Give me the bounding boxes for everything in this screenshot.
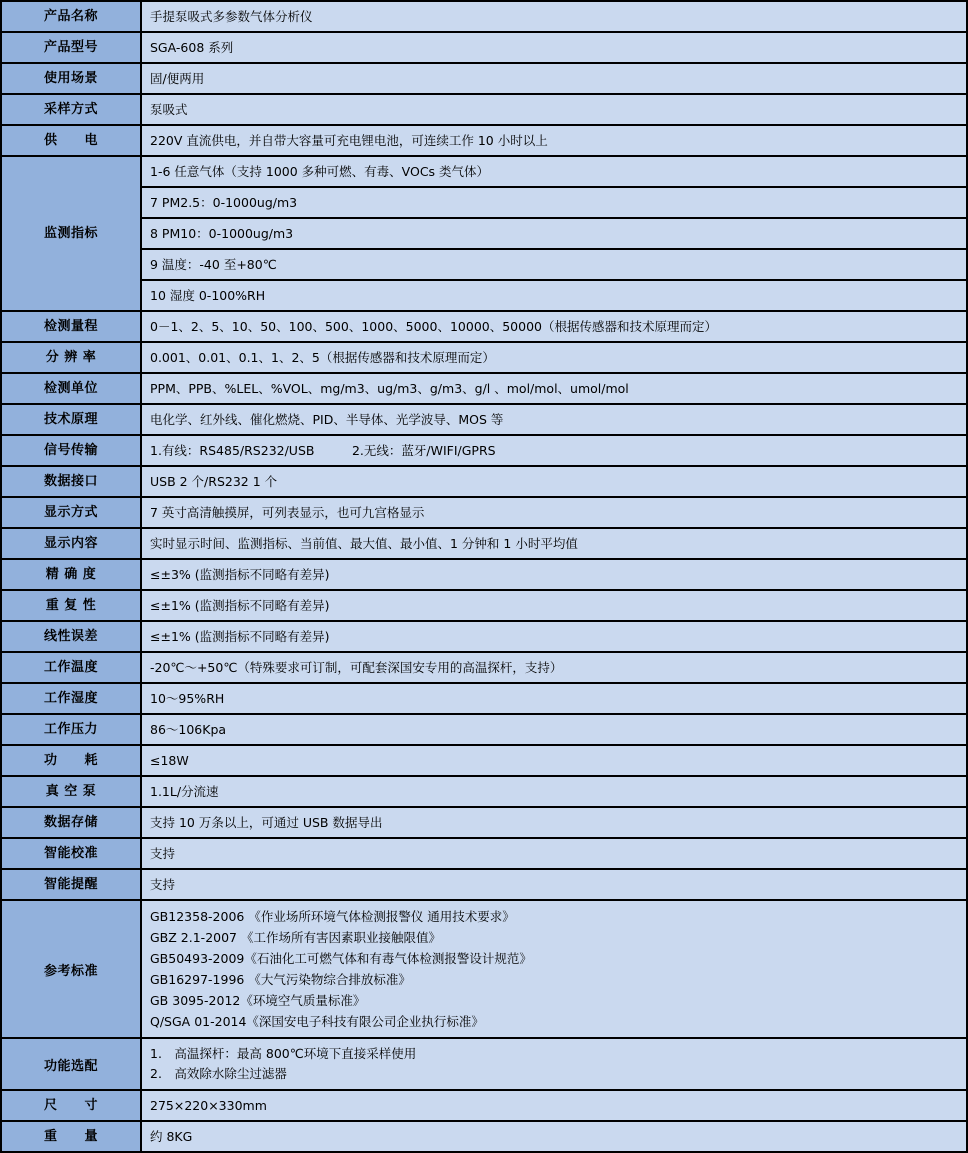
spec-value-optional-functions [141, 1038, 967, 1090]
spec-label-vacuum-pump: 真 空 泵 [1, 776, 141, 807]
spec-label-reference-standards: 参考标准 [1, 900, 141, 1038]
spec-label-monitoring-indicators: 监测指标 [1, 156, 141, 311]
spec-value-product-name: 手提泵吸式多参数气体分析仪 [141, 1, 967, 32]
spec-value-power-consumption: ≤18W [141, 745, 967, 776]
spec-label-weight: 重 量 [1, 1121, 141, 1152]
spec-row-working-humidity [1, 683, 967, 714]
spec-row-power-supply [1, 125, 967, 156]
spec-label-usage-scenario: 使用场景 [1, 63, 141, 94]
spec-row-monitoring-indicators-3 [1, 249, 967, 280]
spec-value-signal-transmission: 1.有线：RS485/RS232/USB 2.无线：蓝牙/WIFI/GPRS [141, 435, 967, 466]
spec-label-optional-functions: 功能选配 [1, 1038, 141, 1090]
spec-label-display-mode: 显示方式 [1, 497, 141, 528]
spec-row-monitoring-indicators-2 [1, 218, 967, 249]
spec-value-monitoring-indicators-3: 9 温度：-40 至+80℃ [141, 249, 967, 280]
spec-row-weight [1, 1121, 967, 1152]
spec-row-technical-principle [1, 404, 967, 435]
spec-label-resolution: 分 辨 率 [1, 342, 141, 373]
spec-row-product-model [1, 32, 967, 63]
spec-label-data-storage: 数据存储 [1, 807, 141, 838]
spec-value-monitoring-indicators-4: 10 湿度 0-100%RH [141, 280, 967, 311]
spec-label-working-humidity: 工作湿度 [1, 683, 141, 714]
spec-label-detection-unit: 检测单位 [1, 373, 141, 404]
spec-row-detection-unit [1, 373, 967, 404]
spec-value-working-pressure: 86～106Kpa [141, 714, 967, 745]
spec-label-repeatability: 重 复 性 [1, 590, 141, 621]
spec-value-working-humidity: 10～95%RH [141, 683, 967, 714]
spec-row-monitoring-indicators-4 [1, 280, 967, 311]
spec-value-line: 2. 高效除水除尘过滤器 [150, 1066, 287, 1081]
spec-value-detection-range: 0－1、2、5、10、50、100、500、1000、5000、10000、50000（根据传感器和技术原理而定） [141, 311, 967, 342]
spec-row-optional-functions [1, 1038, 967, 1090]
spec-row-sampling-method [1, 94, 967, 125]
spec-row-monitoring-indicators-0 [1, 156, 967, 187]
spec-value-line: GB 3095-2012《环境空气质量标准》 [150, 993, 366, 1008]
spec-row-dimensions [1, 1090, 967, 1121]
spec-row-smart-calibration [1, 838, 967, 869]
spec-value-dimensions: 275×220×330mm [141, 1090, 967, 1121]
spec-value-display-mode: 7 英寸高清触摸屏，可列表显示，也可九宫格显示 [141, 497, 967, 528]
spec-label-working-temperature: 工作温度 [1, 652, 141, 683]
spec-value-data-storage: 支持 10 万条以上，可通过 USB 数据导出 [141, 807, 967, 838]
spec-value-line: GB12358-2006 《作业场所环境气体检测报警仪 通用技术要求》 [150, 909, 515, 924]
spec-value-monitoring-indicators-0: 1-6 任意气体（支持 1000 多种可燃、有毒、VOCs 类气体） [141, 156, 967, 187]
spec-row-smart-reminder [1, 869, 967, 900]
spec-label-power-consumption: 功 耗 [1, 745, 141, 776]
spec-label-signal-transmission: 信号传输 [1, 435, 141, 466]
spec-label-dimensions: 尺 寸 [1, 1090, 141, 1121]
spec-value-accuracy: ≤±3% (监测指标不同略有差异) [141, 559, 967, 590]
spec-value-display-content: 实时显示时间、监测指标、当前值、最大值、最小值、1 分钟和 1 小时平均值 [141, 528, 967, 559]
spec-row-working-pressure [1, 714, 967, 745]
spec-label-data-interface: 数据接口 [1, 466, 141, 497]
spec-row-linearity-error [1, 621, 967, 652]
spec-value-reference-standards [141, 900, 967, 1038]
spec-value-power-supply: 220V 直流供电，并自带大容量可充电锂电池，可连续工作 10 小时以上 [141, 125, 967, 156]
spec-label-detection-range: 检测量程 [1, 311, 141, 342]
spec-row-vacuum-pump [1, 776, 967, 807]
spec-label-power-supply: 供 电 [1, 125, 141, 156]
spec-label-sampling-method: 采样方式 [1, 94, 141, 125]
spec-label-working-pressure: 工作压力 [1, 714, 141, 745]
spec-label-product-model: 产品型号 [1, 32, 141, 63]
spec-label-linearity-error: 线性误差 [1, 621, 141, 652]
spec-value-resolution: 0.001、0.01、0.1、1、2、5（根据传感器和技术原理而定） [141, 342, 967, 373]
spec-value-usage-scenario: 固/便两用 [141, 63, 967, 94]
spec-value-monitoring-indicators-1: 7 PM2.5：0-1000ug/m3 [141, 187, 967, 218]
spec-value-line: GB16297-1996 《大气污染物综合排放标准》 [150, 972, 411, 987]
spec-value-linearity-error: ≤±1% (监测指标不同略有差异) [141, 621, 967, 652]
spec-label-smart-reminder: 智能提醒 [1, 869, 141, 900]
spec-row-data-storage [1, 807, 967, 838]
spec-row-detection-range [1, 311, 967, 342]
spec-row-power-consumption [1, 745, 967, 776]
spec-row-display-mode [1, 497, 967, 528]
spec-value-line: GB50493-2009《石油化工可燃气体和有毒气体检测报警设计规范》 [150, 951, 532, 966]
spec-value-line: Q/SGA 01-2014《深国安电子科技有限公司企业执行标准》 [150, 1014, 484, 1029]
spec-value-detection-unit: PPM、PPB、%LEL、%VOL、mg/m3、ug/m3、g/m3、g/l 、mol/mol、umol/mol [141, 373, 967, 404]
spec-label-accuracy: 精 确 度 [1, 559, 141, 590]
spec-value-repeatability: ≤±1% (监测指标不同略有差异) [141, 590, 967, 621]
spec-label-display-content: 显示内容 [1, 528, 141, 559]
spec-value-smart-calibration: 支持 [141, 838, 967, 869]
spec-row-data-interface [1, 466, 967, 497]
spec-row-reference-standards [1, 900, 967, 1038]
spec-value-smart-reminder: 支持 [141, 869, 967, 900]
spec-label-product-name: 产品名称 [1, 1, 141, 32]
spec-row-resolution [1, 342, 967, 373]
spec-row-repeatability [1, 590, 967, 621]
spec-value-data-interface: USB 2 个/RS232 1 个 [141, 466, 967, 497]
spec-label-smart-calibration: 智能校准 [1, 838, 141, 869]
spec-value-line: GBZ 2.1-2007 《工作场所有害因素职业接触限值》 [150, 930, 441, 945]
spec-row-monitoring-indicators-1 [1, 187, 967, 218]
spec-table-body [1, 1, 967, 1152]
spec-row-signal-transmission [1, 435, 967, 466]
spec-value-vacuum-pump: 1.1L/分流速 [141, 776, 967, 807]
spec-value-monitoring-indicators-2: 8 PM10：0-1000ug/m3 [141, 218, 967, 249]
spec-row-usage-scenario [1, 63, 967, 94]
spec-value-sampling-method: 泵吸式 [141, 94, 967, 125]
spec-row-working-temperature [1, 652, 967, 683]
spec-value-line: 1. 高温探杆：最高 800℃环境下直接采样使用 [150, 1046, 417, 1061]
spec-label-technical-principle: 技术原理 [1, 404, 141, 435]
spec-value-technical-principle: 电化学、红外线、催化燃烧、PID、半导体、光学波导、MOS 等 [141, 404, 967, 435]
spec-row-accuracy [1, 559, 967, 590]
spec-value-product-model: SGA-608 系列 [141, 32, 967, 63]
spec-value-working-temperature: -20℃～+50℃（特殊要求可订制，可配套深国安专用的高温探杆，支持） [141, 652, 967, 683]
spec-value-weight: 约 8KG [141, 1121, 967, 1152]
spec-row-product-name [1, 1, 967, 32]
spec-row-display-content [1, 528, 967, 559]
